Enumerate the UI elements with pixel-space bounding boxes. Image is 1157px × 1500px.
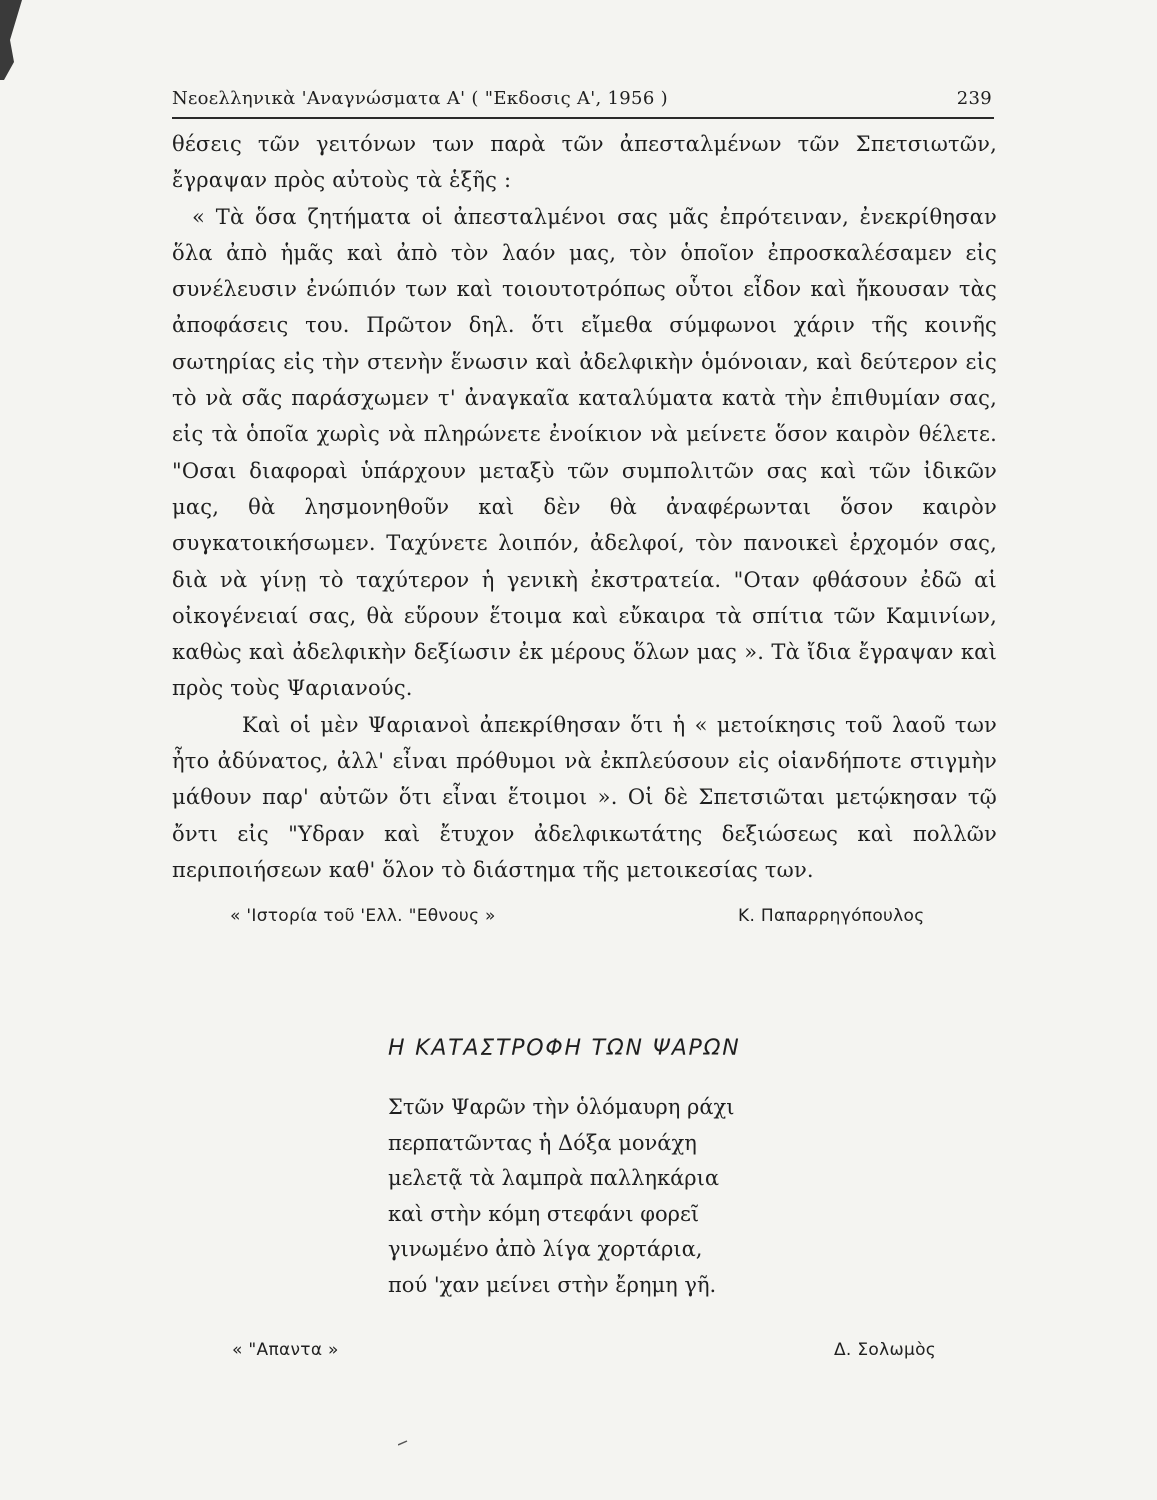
poem-line: περπατῶντας ἡ Δόξα μονάχη	[388, 1130, 697, 1155]
header-rule	[172, 117, 994, 119]
ink-speck	[398, 1440, 408, 1446]
page-number: 239	[956, 88, 992, 109]
running-header	[172, 88, 992, 109]
poem-line: πού 'χαν μείνει στὴν ἔρημη γῆ.	[388, 1272, 717, 1297]
paragraph: « Τὰ ὅσα ζητήματα οἱ ἀπεσταλμένοι σας μᾶς ἐπρότειναν, ἐνεκρίθησαν ὅλα ἀπὸ ἡμᾶς καὶ ἀπὸ τὸν λαόν μας, τὸν ὁποῖον ἐπροσκαλέσαμεν εἰς συνέλευσιν ἐνώπιόν των καὶ τοιουτοτρόπως οὗτοι εἶδον καὶ ἤκουσαν τὰς ἀποφάσεις του. Πρῶτον δηλ. ὅτι εἴμεθα σύμφωνοι χάριν τῆς κοινῆς σωτηρίας εἰς τὴν στενὴν ἕνωσιν καὶ ἀδελφικὴν ὁμόνοιαν, καὶ δεύτερον εἰς τὸ νὰ σᾶς παράσχωμεν τ' ἀναγκαῖα καταλύματα κατὰ τὴν ἐπιθυμίαν σας, εἰς τὰ ὁποῖα χωρὶς νὰ πληρώνετε ἐνοίκιον νὰ μείνετε ὅσον καιρὸν θέλετε. "Οσαι διαφοραὶ ὑπάρχουν μεταξὺ τῶν συμπολιτῶν σας καὶ τῶν ἰδικῶν μας, θὰ λησμονηθοῦν καὶ δὲν θὰ ἀναφέρωνται ὅσον καιρὸν συγκατοικήσωμεν. Ταχύνετε λοιπόν, ἀδελφοί, τὸν πανοικεὶ ἐρχομόν σας, διὰ νὰ γίνῃ τὸ ταχύτερον ἡ γενικὴ ἐκστρατεία. "Οταν φθάσουν ἐδῶ αἱ οἰκογένειαί σας, θὰ εὕρουν ἕτοιμα καὶ εὔκαιρα τὰ σπίτια τῶν Καμινίων, καθὼς καὶ ἀδελφικὴν δεξίωσιν ἐκ μέρους ὅλων μας ». Τὰ ἴδια ἔγραψαν καὶ πρὸς τοὺς Ψαριανούς.	[172, 204, 997, 701]
poem	[388, 1090, 734, 1303]
paragraph: θέσεις τῶν γειτόνων των παρὰ τῶν ἀπεσταλμένων τῶν Σπετσιωτῶν, ἔγραψαν πρὸς αὐτοὺς τὰ ἑξῆς :	[172, 132, 997, 193]
poem-source-author: Δ. Σολωμὸς	[834, 1340, 937, 1360]
poem-title: Η ΚΑΤΑΣΤΡΟΦΗ ΤΩΝ ΨΑΡΩΝ	[388, 1036, 741, 1061]
poem-line: Στῶν Ψαρῶν τὴν ὁλόμαυρη ράχι	[388, 1095, 735, 1119]
header-title: Νεοελληνικὰ 'Αναγνώσματα Α' ( "Εκδοσις Α', 1956 )	[172, 88, 668, 109]
poem-line: μελετᾷ τὰ λαμπρὰ παλληκάρια	[388, 1166, 720, 1190]
source-author: Κ. Παπαρρηγόπουλος	[738, 906, 925, 926]
poem-source-work: « "Απαντα »	[232, 1340, 339, 1360]
poem-line: γινωμένο ἀπὸ λίγα χορτάρια,	[388, 1237, 703, 1261]
source-work: « 'Ιστορία τοῦ 'Ελλ. "Εθνους »	[230, 906, 496, 926]
page-corner-mark	[0, 0, 40, 80]
paragraph: Καὶ οἱ μὲν Ψαριανοὶ ἀπεκρίθησαν ὅτι ἡ « μετοίκησις τοῦ λαοῦ των ἦτο ἀδύνατος, ἀλλ' εἶναι πρόθυμοι νὰ ἐκπλεύσουν εἰς οἱανδήποτε στιγμὴν μάθουν παρ' αὐτῶν ὅτι εἶναι ἕτοιμοι ». Οἱ δὲ Σπετσιῶται μετῴκησαν τῷ ὄντι εἰς "Υδραν καὶ ἔτυχον ἀδελφικωτάτης δεξιώσεως καὶ πολλῶν περιποιήσεων καθ' ὅλον τὸ διάστημα τῆς μετοικεσίας των.	[172, 712, 997, 882]
prose-excerpt	[172, 126, 997, 888]
poem-line: καὶ στὴν κόμη στεφάνι φορεῖ	[388, 1201, 700, 1226]
